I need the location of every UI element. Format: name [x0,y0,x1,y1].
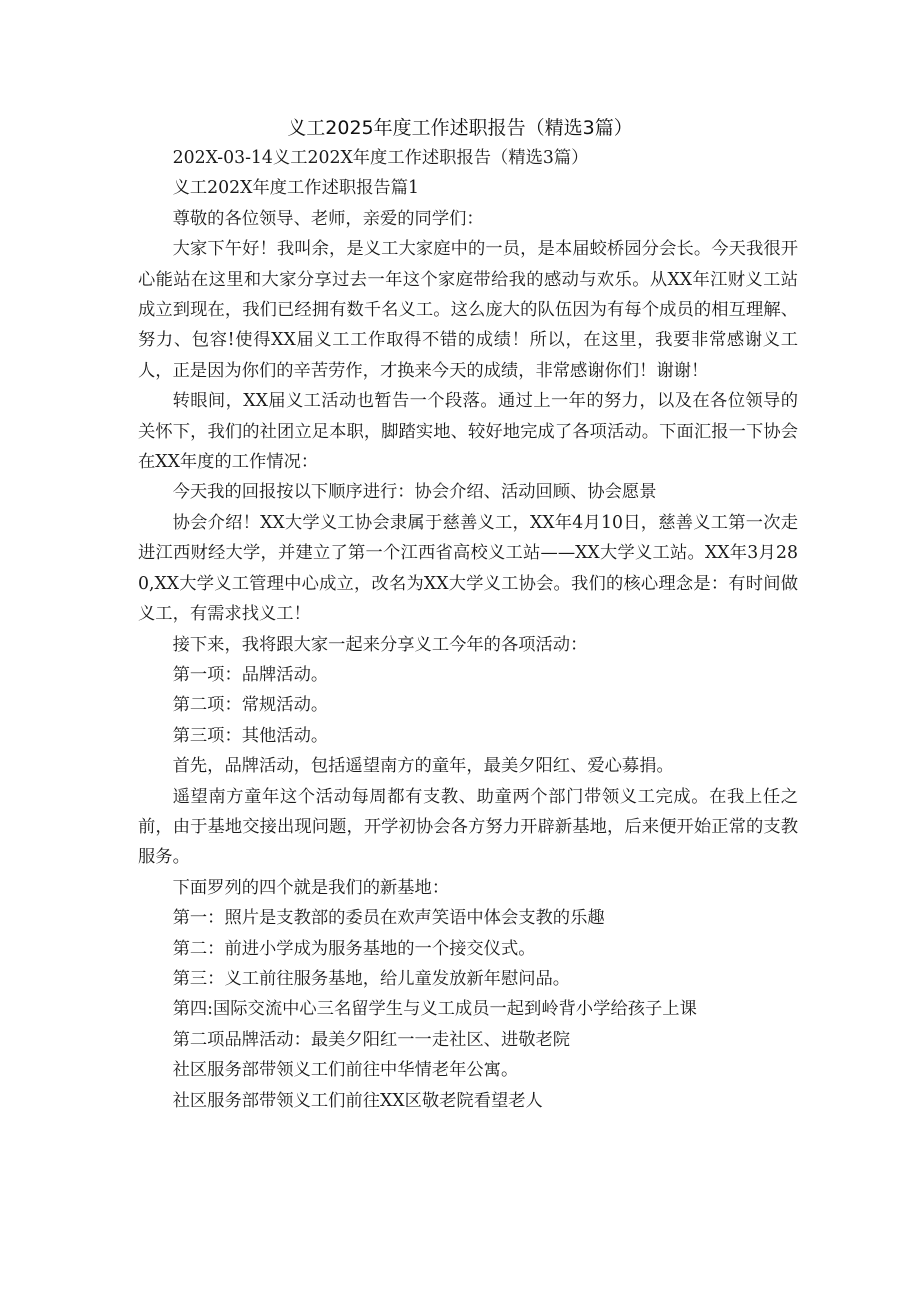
paragraph-greeting: 大家下午好！我叫余，是义工大家庭中的一员，是本届蛟桥园分会长。今天我很开心能站在这里和大家分享过去一年这个家庭带给我的感动与欢乐。从XX年江财义工站成立到现在，我们已经拥有数千名义工。这么庞大的队伍因为有每个成员的相互理解、努力、包容!使得XX届义工工作取得不错的成绩！所以，在这里，我要非常感谢义工人，正是因为你们的辛苦劳作，才换来今天的成绩，非常感谢你们！谢谢！ [138,239,798,381]
document-body [138,143,798,1116]
paragraph-community-1: 社区服务部带领义工们前往中华情老年公寓。 [172,1060,519,1081]
paragraph-childhood-project: 遥望南方童年这个活动每周都有支教、助童两个部门带领义工完成。在我上任之前，由于基地交接出现问题，开学初协会各方努力开辟新基地，后来便开始正常的支教服务。 [138,786,798,868]
document-title: 义工2025年度工作述职报告（精选3篇） [287,117,633,139]
paragraph-base-3: 第三：义工前往服务基地，给儿童发放新年慰问品。 [172,968,571,989]
paragraph-community-2: 社区服务部带领义工们前往XX区敬老院看望老人 [172,1090,543,1111]
paragraph-item-3: 第三项：其他活动。 [172,725,329,746]
paragraph-activities-intro: 接下来，我将跟大家一起来分享义工今年的各项活动： [172,634,588,655]
paragraph-salutation: 尊敬的各位领导、老师，亲爱的同学们： [172,208,484,229]
paragraph-brand-activities: 首先，品牌活动，包括遥望南方的童年，最美夕阳红、爱心募捐。 [172,756,674,777]
paragraph-summary: 转眼间，XX届义工活动也暂告一个段落。通过上一年的努力，以及在各位领导的关怀下，我们的社团立足本职，脚踏实地、较好地完成了各项活动。下面汇报一下协会在XX年度的工作情况： [138,391,798,473]
paragraph-item-2: 第二项：常规活动。 [172,695,329,716]
paragraph-date-heading: 202X-03-14义工202X年度工作述职报告（精选3篇） [172,148,589,168]
paragraph-section-heading: 义工202X年度工作述职报告篇1 [172,178,419,199]
paragraph-base-4: 第四:国际交流中心三名留学生与义工成员一起到岭背小学给孩子上课 [172,999,697,1020]
paragraph-agenda: 今天我的回报按以下顺序进行：协会介绍、活动回顾、协会愿景 [172,482,657,503]
paragraph-sunset-project: 第二项品牌活动：最美夕阳红一一走社区、进敬老院 [172,1029,571,1050]
paragraph-item-1: 第一项：品牌活动。 [172,664,329,685]
paragraph-base-1: 第一：照片是支教部的委员在欢声笑语中体会支教的乐趣 [172,908,605,929]
paragraph-association-intro: 协会介绍！XX大学义工协会隶属于慈善义工，XX年4月10日，慈善义工第一次走进江西财经大学，并建立了第一个江西省高校义工站——XX大学义工站。XX年3月280,XX大学义工管理中心成立，改名为XX大学义工协会。我们的核心理念是：有时间做义工，有需求找义工！ [138,512,798,625]
paragraph-new-bases: 下面罗列的四个就是我们的新基地： [172,877,450,898]
paragraph-base-2: 第二：前进小学成为服务基地的一个接交仪式。 [172,938,536,959]
